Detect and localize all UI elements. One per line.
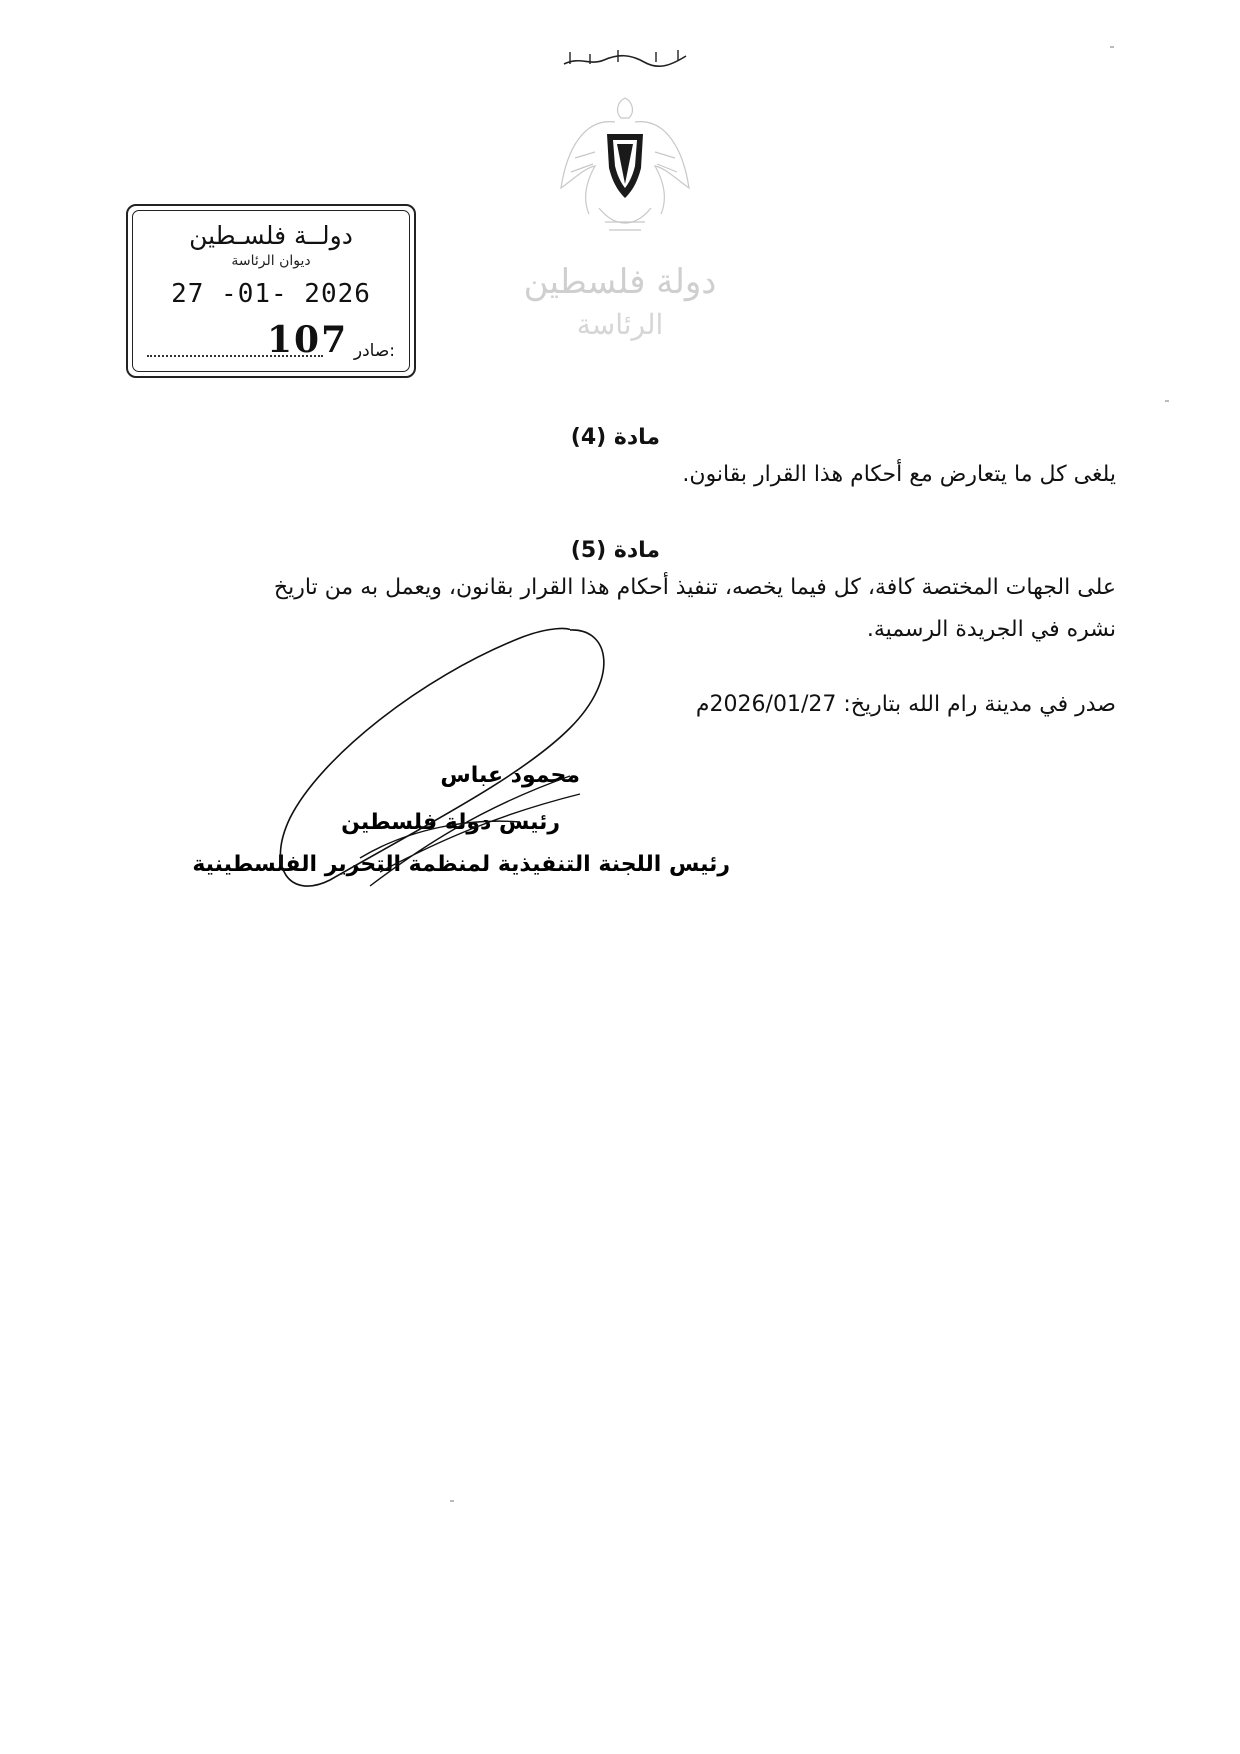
eagle-icon [555, 88, 695, 238]
stamp-outgoing-label: صادر: [353, 341, 395, 361]
signatory-title-state: رئيس دولة فلسطين [341, 810, 560, 835]
basmala-calligraphy [560, 46, 690, 72]
basmala-calligraphy-icon [560, 46, 690, 72]
article-4-heading: مادة (4) [570, 425, 660, 450]
article-5-line-2: نشره في الجريدة الرسمية. [866, 617, 1116, 642]
article-5-line-1: على الجهات المختصة كافة، كل فيما يخصه، تنفيذ أحكام هذا القرار بقانون، ويعمل به من تاريخ [273, 575, 1116, 600]
eagle-emblem [555, 88, 695, 238]
scan-mark [1110, 46, 1114, 48]
signatory-name: محمود عباس [440, 763, 580, 788]
scan-mark [450, 1500, 454, 1502]
stamp-outgoing-row [147, 319, 395, 363]
presidency-watermark: الرئاسة [576, 308, 664, 341]
state-watermark: دولة فلسطين [523, 262, 717, 302]
article-4-text: يلغى كل ما يتعارض مع أحكام هذا القرار بقانون. [682, 462, 1116, 487]
issued-place-date: صدر في مدينة رام الله بتاريخ: 2026/01/27م [695, 692, 1116, 717]
stamp-date: 27 -01- 2026 [171, 279, 371, 309]
registry-stamp [126, 204, 416, 378]
signatory-title-plo: رئيس اللجنة التنفيذية لمنظمة التحرير الفلسطينية [192, 852, 730, 877]
scan-mark [1165, 400, 1169, 402]
stamp-outgoing-number: 107 [267, 319, 349, 361]
stamp-office-name: ديوان الرئاسة [231, 253, 311, 269]
stamp-state-name: دولــة فلسـطين [189, 221, 353, 250]
article-5-heading: مادة (5) [570, 538, 660, 563]
stamp-inner-border [132, 210, 410, 372]
